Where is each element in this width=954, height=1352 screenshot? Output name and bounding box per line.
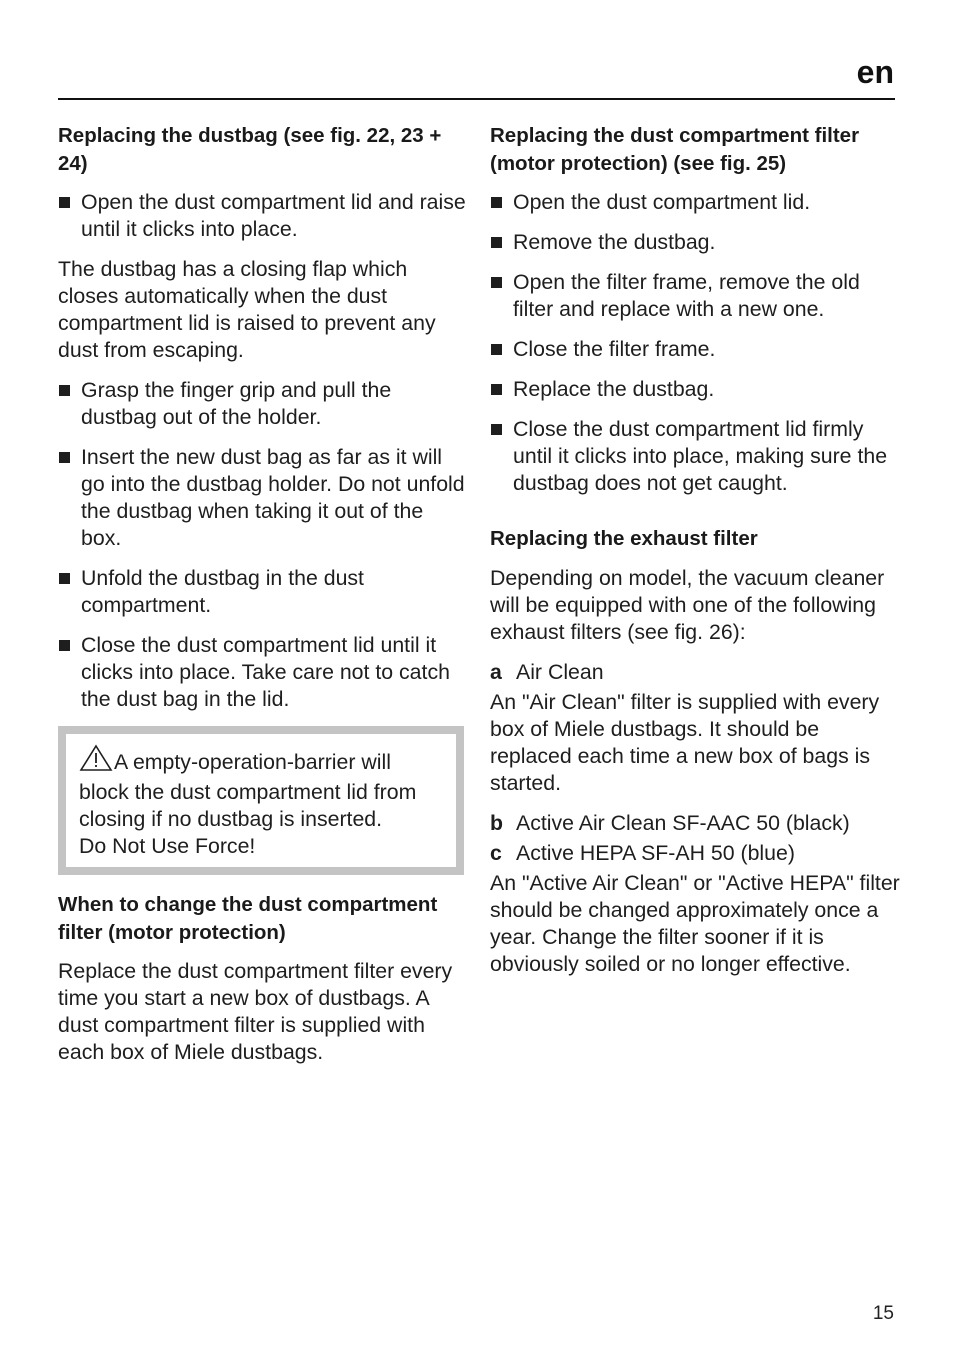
bullet-square-icon <box>491 237 502 248</box>
paragraph-active-filters: An "Active Air Clean" or "Active HEPA" filter should be changed approximately once a year. Change the filter sooner if it is obviously soiled or no longer effective. <box>490 870 900 976</box>
item-label: Air Clean <box>516 659 604 684</box>
item-label: Active HEPA SF-AH 50 (blue) <box>516 840 795 865</box>
bullet-text: Close the dust compartment lid firmly until it clicks into place, making sure the dustbag does not get caught. <box>513 417 888 495</box>
bullet-text: Unfold the dustbag in the dust compartment. <box>81 566 364 617</box>
item-letter: c <box>490 840 502 865</box>
bullet-square-icon <box>491 277 502 288</box>
bullet-square-icon <box>59 197 70 208</box>
filter-item-b <box>490 810 900 837</box>
warning-triangle-icon <box>79 744 113 779</box>
language-code: en <box>856 54 894 90</box>
section-heading-when-to-change: When to change the dust compartment filter (motor protection) <box>58 893 438 944</box>
paragraph-closing-flap: The dustbag has a closing flap which closes automatically when the dust compartment lid is raised to prevent any dust from escaping. <box>58 257 436 362</box>
filter-item-a <box>490 659 900 686</box>
bullet-item <box>490 229 900 256</box>
section-heading-replacing-compartment-filter: Replacing the dust compartment filter (motor protection) (see fig. 25) <box>490 124 860 175</box>
bullet-text: Open the dust compartment lid. <box>513 190 811 214</box>
warning-text: A empty-operation-barrier will block the dust compartment lid from closing if no dustbag is inserted. <box>79 750 417 831</box>
bullet-text: Open the dust compartment lid and raise until it clicks into place. <box>81 190 466 241</box>
section-heading-exhaust-filter: Replacing the exhaust filter <box>490 527 758 550</box>
bullet-item <box>490 416 900 497</box>
bullet-text: Close the filter frame. <box>513 337 716 361</box>
bullet-item <box>58 377 468 431</box>
bullet-item <box>490 269 900 323</box>
bullet-square-icon <box>59 640 70 651</box>
filter-item-c <box>490 840 900 867</box>
warning-box <box>58 726 464 875</box>
bullet-square-icon <box>491 197 502 208</box>
bullet-item <box>58 444 468 552</box>
bullet-square-icon <box>59 385 70 396</box>
left-column <box>58 122 468 1079</box>
right-column <box>490 122 900 991</box>
item-label: Active Air Clean SF-AAC 50 (black) <box>516 810 850 835</box>
bullet-text: Remove the dustbag. <box>513 230 716 254</box>
bullet-square-icon <box>59 573 70 584</box>
section-heading-replacing-dustbag: Replacing the dustbag (see fig. 22, 23 + 24) <box>58 124 442 175</box>
bullet-item <box>490 376 900 403</box>
item-letter: a <box>490 659 502 684</box>
paragraph-exhaust-intro: Depending on model, the vacuum cleaner will be equipped with one of the following exhaust filters (see fig. 26): <box>490 565 885 644</box>
bullet-text: Open the filter frame, remove the old filter and replace with a new one. <box>513 270 860 321</box>
bullet-square-icon <box>59 452 70 463</box>
bullet-text: Replace the dustbag. <box>513 377 715 401</box>
bullet-square-icon <box>491 384 502 395</box>
bullet-item <box>490 189 900 216</box>
paragraph-replace-filter: Replace the dust compartment filter every time you start a new box of dustbags. A dust compartment filter is supplied with each box of Miele dustbags. <box>58 959 453 1064</box>
paragraph-air-clean: An "Air Clean" filter is supplied with every box of Miele dustbags. It should be replaced each time a new box of bags is started. <box>490 689 880 795</box>
item-letter: b <box>490 810 504 835</box>
bullet-square-icon <box>491 424 502 435</box>
bullet-text: Insert the new dust bag as far as it will go into the dustbag holder. Do not unfold the dustbag when taking it out of the box. <box>81 445 465 550</box>
bullet-item <box>58 565 468 619</box>
bullet-square-icon <box>491 344 502 355</box>
bullet-item <box>58 189 468 243</box>
bullet-item <box>58 632 468 713</box>
bullet-text: Close the dust compartment lid until it clicks into place. Take care not to catch the dust bag in the lid. <box>81 633 450 711</box>
header-divider <box>58 98 895 100</box>
bullet-item <box>490 336 900 363</box>
warning-text-force: Do Not Use Force! <box>79 834 256 858</box>
bullet-text: Grasp the finger grip and pull the dustbag out of the holder. <box>81 378 392 429</box>
page-number: 15 <box>872 1303 894 1324</box>
